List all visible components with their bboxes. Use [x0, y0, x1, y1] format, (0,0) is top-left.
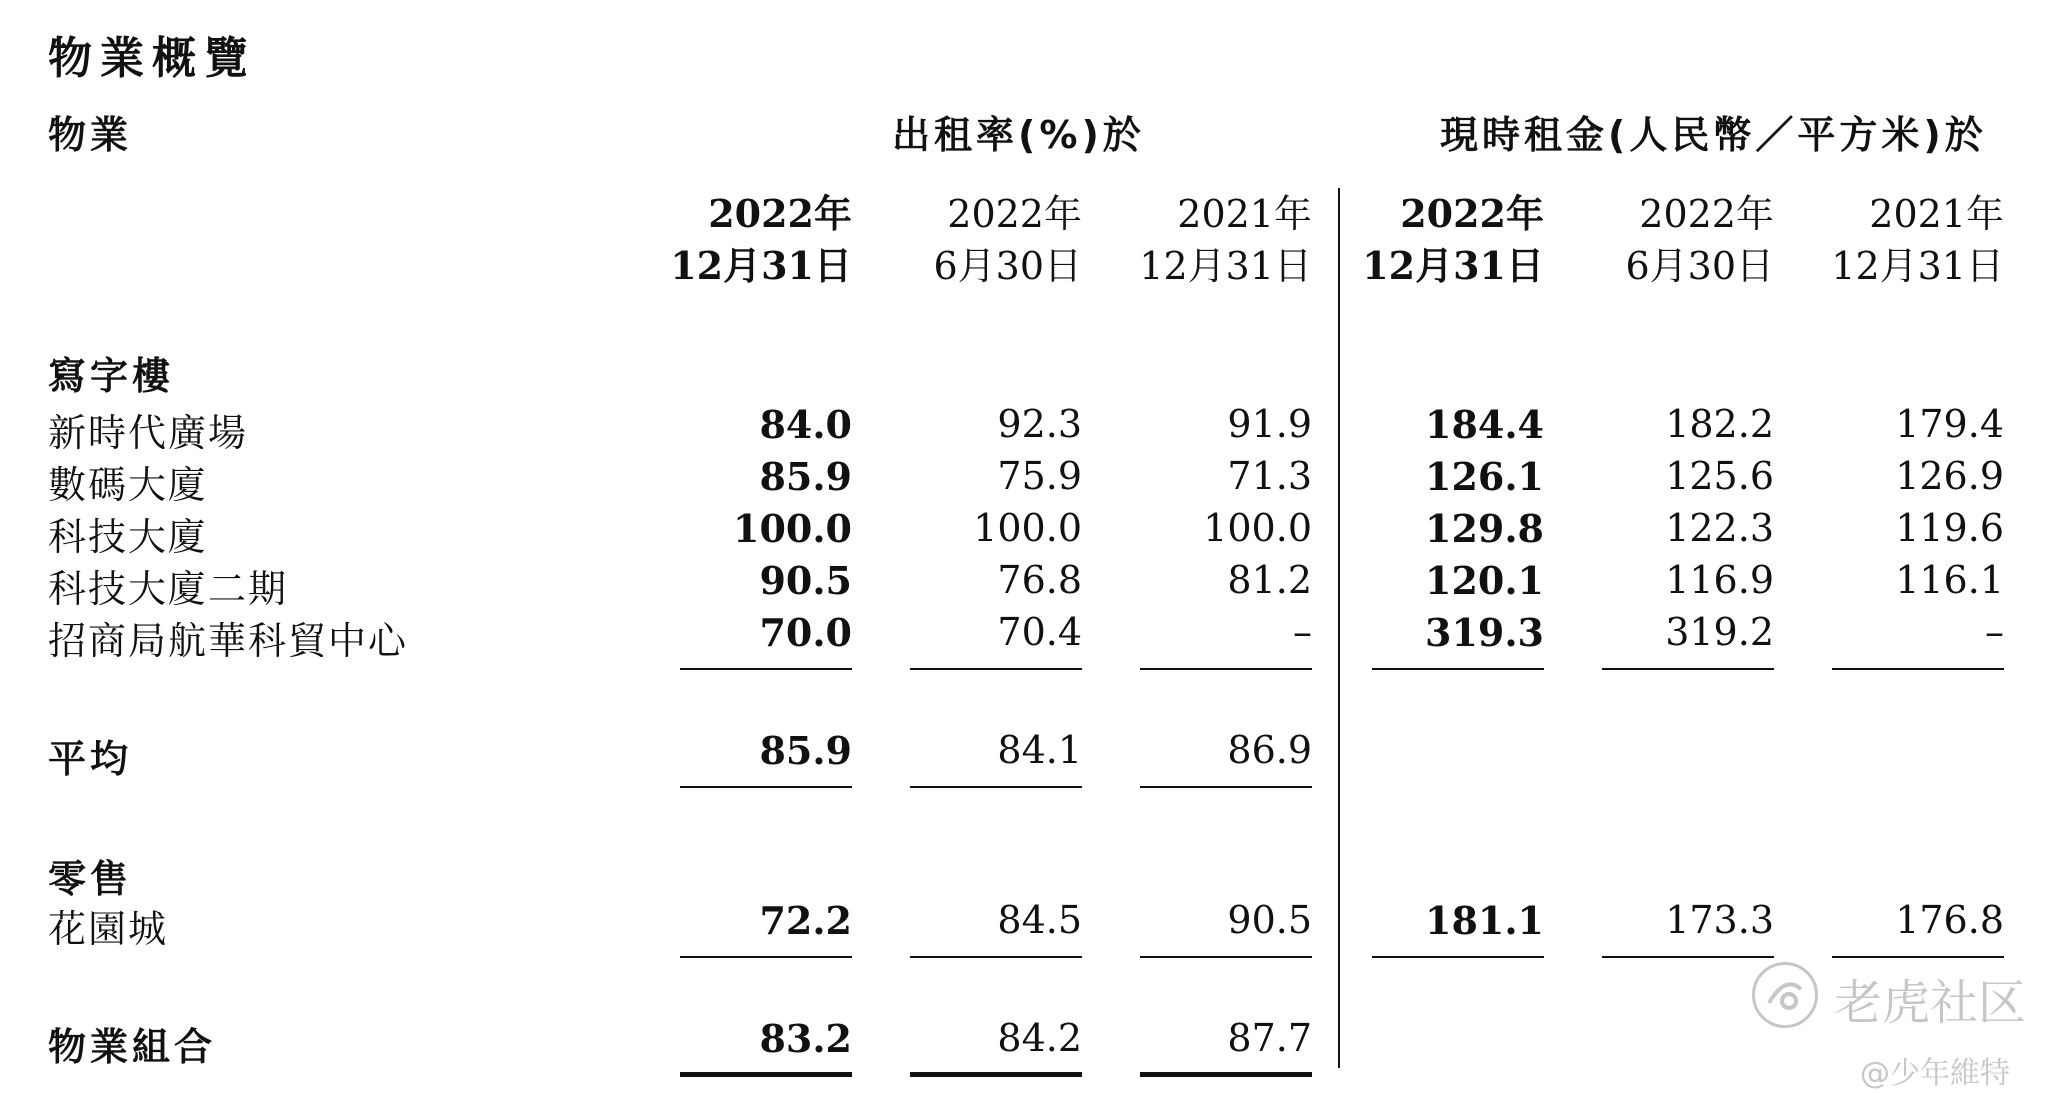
col-header-rent-2022-dec [1362, 188, 1544, 292]
cell: 83.2 [759, 1016, 852, 1061]
cell: 76.8 [997, 558, 1082, 602]
cell: 85.9 [759, 728, 852, 773]
cell: 86.9 [1227, 728, 1312, 772]
cell: 126.1 [1425, 454, 1544, 499]
subtotal-rule [910, 668, 1082, 670]
occupancy-group-header: 出租率(%)於 [892, 113, 1145, 157]
cell: 116.9 [1665, 558, 1774, 602]
cell: 100.0 [1203, 506, 1312, 550]
cell: 84.0 [759, 402, 852, 447]
col-header-line2: 6月30日 [1625, 244, 1774, 288]
cell: 122.3 [1665, 506, 1774, 550]
col-header-line1: 2021年 [1177, 192, 1312, 236]
cell: 84.2 [997, 1016, 1082, 1060]
col-header-line1: 2022年 [708, 191, 852, 236]
cell: 90.5 [1227, 898, 1312, 942]
total-double-rule [910, 1072, 1082, 1077]
section-office: 寫字樓 [48, 354, 175, 398]
subtotal-rule [1602, 956, 1774, 958]
section-portfolio: 物業組合 [48, 1025, 217, 1069]
section-retail: 零售 [48, 857, 133, 901]
rent-group-header: 現時租金(人民幣／平方米)於 [1440, 113, 1987, 157]
col-header-line1: 2022年 [947, 192, 1082, 236]
col-header-line2: 12月31日 [1831, 244, 2004, 288]
subtotal-rule [1832, 956, 2004, 958]
subtotal-rule [910, 786, 1082, 788]
col-header-line1: 2022年 [1639, 192, 1774, 236]
cell: 91.9 [1227, 402, 1312, 446]
cell: – [1985, 610, 2004, 654]
subtotal-rule [680, 668, 852, 670]
watermark-brand: 老虎社区 [1834, 975, 2027, 1031]
cell: 179.4 [1895, 402, 2004, 446]
row-label: 招商局航華科貿中心 [48, 619, 409, 663]
col-header-line2: 12月31日 [1139, 244, 1312, 288]
property-header: 物業 [48, 113, 133, 157]
col-header-occ-2021-dec [1139, 188, 1312, 292]
subtotal-rule [1140, 786, 1312, 788]
col-header-rent-2022-jun [1625, 188, 1774, 292]
cell: 100.0 [973, 506, 1082, 550]
cell: 75.9 [997, 454, 1082, 498]
cell: 126.9 [1895, 454, 2004, 498]
subtotal-rule [1140, 668, 1312, 670]
col-header-line2: 12月31日 [670, 243, 852, 288]
cell: 85.9 [759, 454, 852, 499]
cell: 184.4 [1425, 402, 1544, 447]
cell: 87.7 [1227, 1016, 1312, 1060]
subtotal-rule [1372, 956, 1544, 958]
cell: 70.4 [997, 610, 1082, 654]
subtotal-rule [680, 956, 852, 958]
col-header-line2: 12月31日 [1362, 243, 1544, 288]
cell: 173.3 [1665, 898, 1774, 942]
cell: 72.2 [759, 898, 852, 943]
row-label: 數碼大廈 [48, 463, 209, 507]
row-label: 科技大廈 [48, 515, 209, 559]
row-label: 新時代廣場 [48, 411, 249, 455]
cell: – [1293, 610, 1312, 654]
col-header-line2: 6月30日 [933, 244, 1082, 288]
subtotal-rule [680, 786, 852, 788]
col-header-rent-2021-dec [1831, 188, 2004, 292]
row-label: 花園城 [48, 907, 169, 951]
cell: 84.5 [997, 898, 1082, 942]
col-header-occ-2022-jun [933, 188, 1082, 292]
page-title: 物業概覽 [48, 33, 256, 84]
cell: 119.6 [1895, 506, 2004, 550]
cell: 181.1 [1425, 898, 1544, 943]
col-header-line1: 2022年 [1400, 191, 1544, 236]
col-header-occ-2022-dec [670, 188, 852, 292]
subtotal-rule [910, 956, 1082, 958]
cell: 100.0 [733, 506, 852, 551]
subtotal-rule [1832, 668, 2004, 670]
row-label: 科技大廈二期 [48, 567, 289, 611]
cell: 81.2 [1227, 558, 1312, 602]
tiger-logo-icon [1752, 962, 1818, 1028]
section-average: 平均 [48, 737, 133, 781]
cell: 319.3 [1425, 610, 1544, 655]
total-double-rule [680, 1072, 852, 1077]
cell: 92.3 [997, 402, 1082, 446]
column-divider [1338, 188, 1340, 1068]
watermark-user: @少年維特 [1860, 1056, 2010, 1091]
cell: 182.2 [1665, 402, 1774, 446]
subtotal-rule [1140, 956, 1312, 958]
cell: 120.1 [1425, 558, 1544, 603]
total-double-rule [1140, 1072, 1312, 1077]
col-header-line1: 2021年 [1869, 192, 2004, 236]
cell: 90.5 [759, 558, 852, 603]
subtotal-rule [1372, 668, 1544, 670]
cell: 319.2 [1665, 610, 1774, 654]
subtotal-rule [1602, 668, 1774, 670]
cell: 71.3 [1227, 454, 1312, 498]
cell: 116.1 [1895, 558, 2004, 602]
cell: 84.1 [997, 728, 1082, 772]
cell: 125.6 [1665, 454, 1774, 498]
cell: 129.8 [1425, 506, 1544, 551]
cell: 176.8 [1895, 898, 2004, 942]
cell: 70.0 [759, 610, 852, 655]
